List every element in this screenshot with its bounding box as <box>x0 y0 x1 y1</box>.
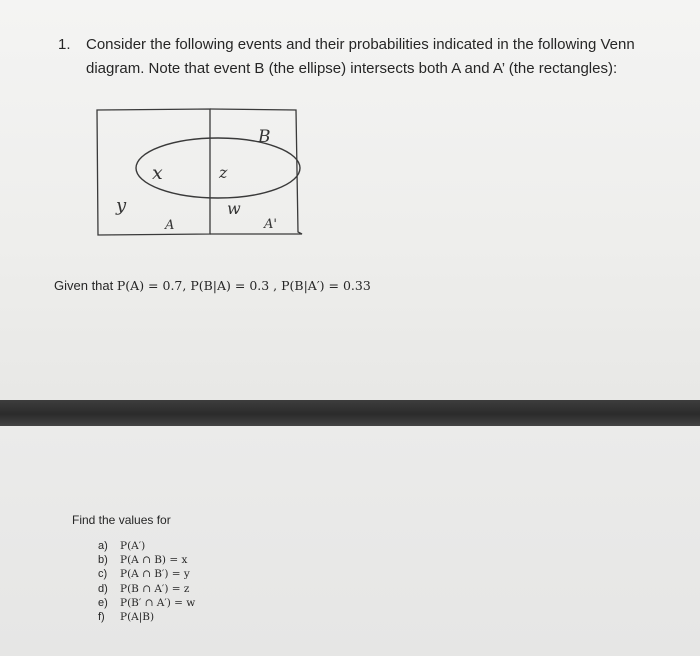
part-expression: P(A|B) <box>120 611 155 624</box>
question-text-line-1: Consider the following events and their probabilities indicated in the following Venn <box>86 36 635 53</box>
given-statement <box>54 278 371 293</box>
venn-label-w: w <box>227 199 241 218</box>
part-label: e) <box>98 596 108 609</box>
question-number: 1. <box>58 36 71 53</box>
page-divider-bar <box>0 400 700 426</box>
venn-label-z: z <box>219 163 228 182</box>
part-label: a) <box>98 540 108 552</box>
part-label: f) <box>98 611 105 624</box>
list-item <box>98 582 195 596</box>
given-prefix: Given that <box>54 278 117 293</box>
find-values-title: Find the values for <box>72 513 171 527</box>
part-expression: P(A ∩ B) = x <box>120 554 188 567</box>
list-item <box>98 567 195 581</box>
part-expression: P(B ∩ A′) = z <box>120 582 190 595</box>
part-expression: P(A′) <box>120 540 146 552</box>
venn-label-y: y <box>116 195 127 216</box>
parts-list <box>98 539 195 624</box>
list-item <box>98 596 195 610</box>
venn-label-x: x <box>152 162 163 184</box>
venn-label-A: A <box>165 218 175 233</box>
part-label: c) <box>98 568 108 581</box>
venn-label-B: B <box>258 127 271 147</box>
part-label: d) <box>98 582 108 595</box>
venn-diagram <box>92 104 312 240</box>
part-expression: P(B′ ∩ A′) = w <box>120 596 196 609</box>
list-item <box>98 610 195 624</box>
venn-label-A-prime: A' <box>264 217 277 232</box>
list-item <box>98 539 195 553</box>
list-item <box>98 553 195 567</box>
question-text-line-2: diagram. Note that event B (the ellipse) intersects both A and A’ (the rectangles): <box>86 60 618 77</box>
part-label: b) <box>98 554 108 567</box>
given-probabilities: P(A) = 0.7, P(B|A) = 0.3 , P(B|A′) = 0.33 <box>116 278 371 293</box>
part-expression: P(A ∩ B′) = y <box>120 568 190 581</box>
